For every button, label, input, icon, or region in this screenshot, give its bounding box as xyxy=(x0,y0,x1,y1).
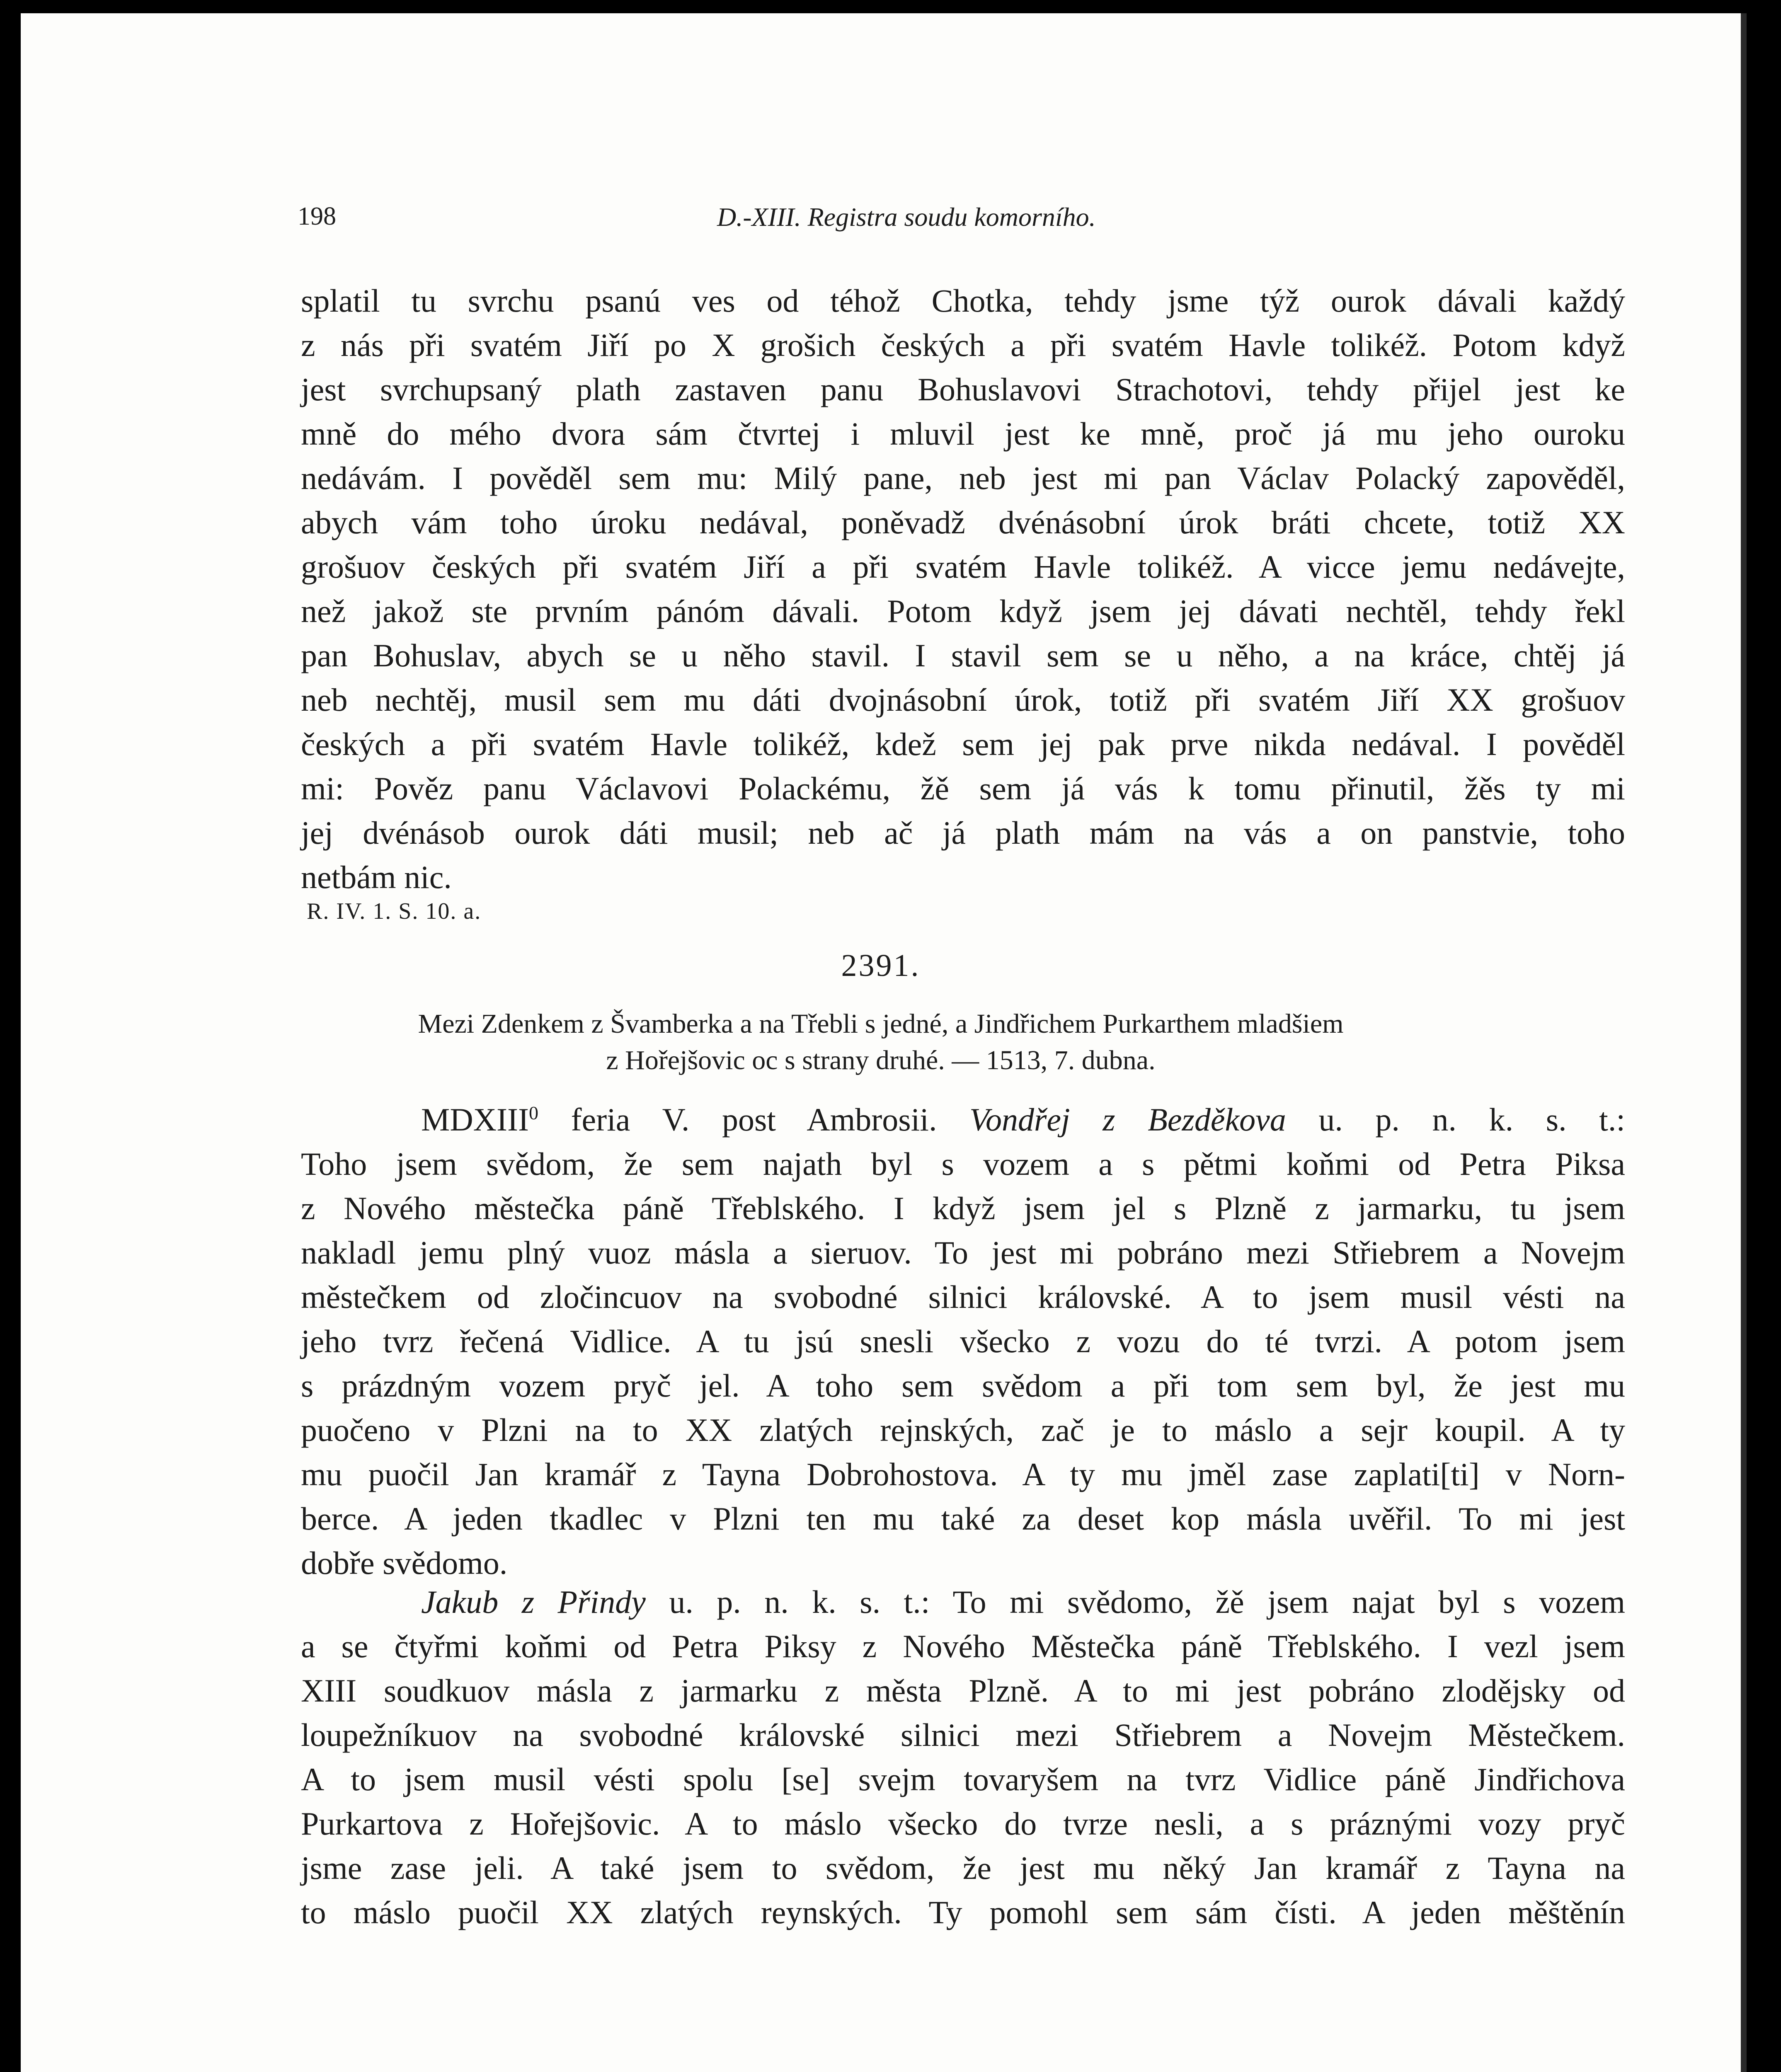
text-line: dobře svědomo. xyxy=(301,1545,508,1581)
text-line: grošuov českých při svatém Jiří a při svatém Havle tolikéž. A vicce jemu nedávejte, xyxy=(301,549,1625,585)
text-line: mně do mého dvora sám čtvrtej i mluvil jest ke mně, proč já mu jeho ouroku xyxy=(301,416,1625,452)
text-line: jsme zase jeli. A také jsem to svědom, že jest mu něký Jan kramář z Tayna na xyxy=(301,1850,1625,1886)
text-line: jeho tvrz řečená Vidlice. A tu jsú snesli všecko z vozu do té tvrzi. A potom jsem xyxy=(301,1323,1625,1359)
text-line: z nás při svatém Jiří po X grošich českých a při svatém Havle tolikéž. Potom když xyxy=(301,327,1625,363)
text-line: nakladl jemu plný vuoz másla a sieruov. To jest mi pobráno mezi Střiebrem a Novejm xyxy=(301,1234,1625,1271)
page-number: 198 xyxy=(298,202,336,230)
text-line: a se čtyřmi koňmi od Petra Piksy z Nového Městečka páně Třeblského. I vezl jsem xyxy=(301,1628,1625,1664)
text-line: puočeno v Plzni na to XX zlatých rejnských, zač je to máslo a sejr koupil. A ty xyxy=(301,1412,1625,1448)
summary-line: Mezi Zdenkem z Švamberka a na Třebli s jedné, a Jindřichem Purkarthem mladšiem xyxy=(418,1009,1344,1039)
paragraph-3 xyxy=(301,1580,1625,1934)
witness-name: Jakub z Přindy xyxy=(421,1584,646,1620)
first-line-rest: u. p. n. k. s. t.: To mi svědomo, žě jsem najat byl s vozem xyxy=(645,1584,1625,1620)
text-line: Toho jsem svědom, že sem najath byl s vozem a s pětmi koňmi od Petra Piksa xyxy=(301,1146,1625,1182)
document-summary xyxy=(21,1006,1741,1079)
text-line: nedávám. I pověděl sem mu: Milý pane, neb jest mi pan Václav Polacký zapověděl, xyxy=(301,460,1625,496)
paragraph-2 xyxy=(301,1091,1625,1585)
text-line: neb nechtěj, musil sem mu dáti dvojnásobní úrok, totiž při svatém Jiří XX grošuov xyxy=(301,682,1625,718)
witness-name: Vondřej z Bezděkova xyxy=(969,1101,1286,1138)
text-line: abych vám toho úroku nedával, poněvadž dvénásobní úrok bráti chcete, totiž XX xyxy=(301,504,1625,540)
text-line: jej dvénásob ourok dáti musil; neb ač já plath mám na vás a on panstvie, toho xyxy=(301,815,1625,851)
text-line: než jakož ste prvním pánóm dávali. Potom když jsem jej dávati nechtěl, tehdy řekl xyxy=(301,593,1625,629)
text-line: A to jsem musil vésti spolu [se] svejm tovaryšem na tvrz Vidlice páně Jindřichova xyxy=(301,1761,1625,1797)
date-main: MDXIII xyxy=(421,1101,529,1138)
text-line: pan Bohuslav, abych se u něho stavil. I stavil sem se u něho, a na kráce, chtěj já xyxy=(301,637,1625,673)
text-line: jest svrchupsaný plath zastaven panu Bohuslavovi Strachotovi, tehdy přijel jest ke xyxy=(301,371,1625,407)
text-line: berce. A jeden tkadlec v Plzni ten mu také za deset kop másla uvěřil. To mi jest xyxy=(301,1501,1625,1537)
date-superscript: 0 xyxy=(528,1102,538,1123)
witness-formula: u. p. n. k. s. t.: xyxy=(1286,1101,1626,1138)
text-line: s prázdným vozem pryč jel. A toho sem svědom a při tom sem byl, že jest mu xyxy=(301,1368,1625,1404)
text-line: mu puočil Jan kramář z Tayna Dobrohostova. A ty mu jměl zase zaplati[ti] v Norn- xyxy=(301,1456,1625,1492)
text-line: českých a při svatém Havle tolikéž, kdež sem jej pak prve nikda nedával. I pověděl xyxy=(301,726,1625,762)
text-line: mi: Pověz panu Václavovi Polackému, žě sem já vás k tomu přinutil, žěs ty mi xyxy=(301,770,1625,806)
source-reference: R. IV. 1. S. 10. a. xyxy=(307,898,482,924)
book-page xyxy=(21,13,1747,2072)
text-line: splatil tu svrchu psanú ves od téhož Chotka, tehdy jsme týž ourok dávali každý xyxy=(301,283,1625,319)
summary-line: z Hořejšovic oc s strany druhé. — 1513, 7. dubna. xyxy=(606,1045,1156,1075)
text-line: loupežníkuov na svobodné královské silnici mezi Střiebrem a Novejm Městečkem. xyxy=(301,1717,1625,1753)
text-line-first xyxy=(301,1091,1625,1142)
text-line: netbám nic. xyxy=(301,859,452,895)
running-head: D.-XIII. Registra soudu komorního. xyxy=(717,202,1096,232)
text-line: to máslo puočil XX zlatých reynských. Ty pomohl sem sám čísti. A jeden měštěnín xyxy=(301,1894,1625,1930)
page-header xyxy=(21,202,1741,239)
document-number: 2391. xyxy=(841,948,921,983)
text-line: XIII soudkuov másla z jarmarku z města Plzně. A to mi jest pobráno zlodějsky od xyxy=(301,1673,1625,1709)
text-line: z Nového městečka páně Třeblského. I když jsem jel s Plzně z jarmarku, tu jsem xyxy=(301,1190,1625,1226)
text-line: Purkartova z Hořejšovic. A to máslo všecko do tvrze nesli, a s práznými vozy pryč xyxy=(301,1806,1625,1842)
date-rest: feria V. post Ambrosii. xyxy=(538,1101,970,1138)
text-line: městečkem od zločincuov na svobodné silnici královské. A to jsem musil vésti na xyxy=(301,1279,1625,1315)
text-line-first xyxy=(301,1580,1625,1624)
paragraph-1 xyxy=(301,278,1625,899)
